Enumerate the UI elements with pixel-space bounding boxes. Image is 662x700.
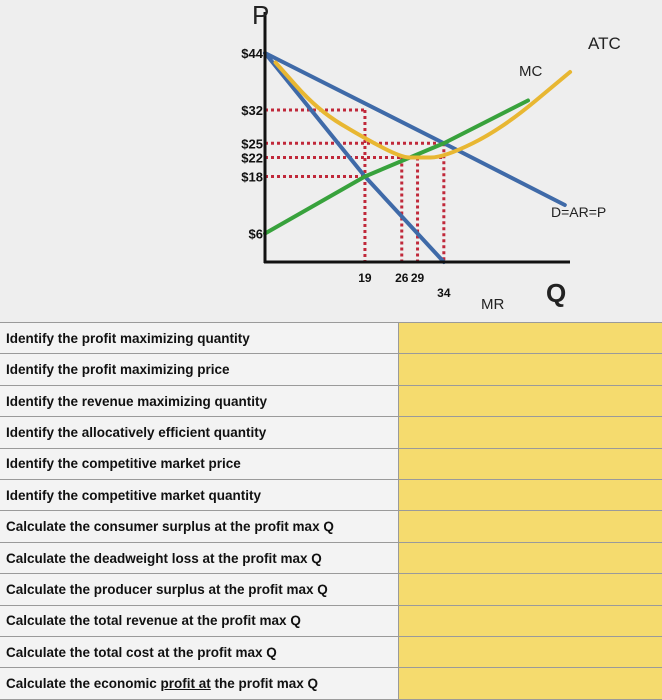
answer-cell[interactable] xyxy=(399,448,662,479)
answer-cell[interactable] xyxy=(399,668,662,700)
question-text-part: Calculate the consumer surplus at the profit max Q xyxy=(6,519,334,535)
x-tick-label: 34 xyxy=(437,286,451,300)
question-row xyxy=(0,323,662,354)
question-text-part: Calculate the producer surplus at the profit max Q xyxy=(6,581,328,597)
question-row xyxy=(0,385,662,416)
question-text-part: the profit max Q xyxy=(210,676,319,692)
question-text-part: Identify the competitive market price xyxy=(6,456,241,472)
monopoly-cost-revenue-graph xyxy=(0,0,662,322)
question-text-part: Calculate the total revenue at the profit max Q xyxy=(6,613,301,629)
question-row xyxy=(0,605,662,636)
answer-cell[interactable] xyxy=(399,323,662,354)
question-text xyxy=(0,511,399,542)
question-text xyxy=(0,385,399,416)
y-axis-title: P xyxy=(252,0,270,30)
question-row xyxy=(0,637,662,668)
question-text-part: Identify the competitive market quantity xyxy=(6,487,262,503)
curve-label-mr: MR xyxy=(481,296,505,313)
answer-cell[interactable] xyxy=(399,605,662,636)
answer-cell[interactable] xyxy=(399,542,662,573)
curve-label-mc: MC xyxy=(519,63,543,80)
question-text-part: Identify the profit maximizing price xyxy=(6,362,230,378)
question-text xyxy=(0,605,399,636)
answer-cell[interactable] xyxy=(399,417,662,448)
y-tick-label: $44 xyxy=(241,46,263,61)
question-text xyxy=(0,354,399,385)
question-text xyxy=(0,637,399,668)
y-tick-label: $32 xyxy=(241,103,263,118)
question-text-part: Identify the allocatively efficient quantity xyxy=(6,424,267,440)
question-row xyxy=(0,417,662,448)
x-axis-title: Q xyxy=(546,278,567,308)
y-tick-label: $18 xyxy=(241,169,263,185)
question-text-part: Calculate the total cost at the profit max Q xyxy=(6,644,277,660)
question-text xyxy=(0,542,399,573)
question-text-part: profit at xyxy=(160,676,211,692)
answer-cell[interactable] xyxy=(399,385,662,416)
curve-label-atc: ATC xyxy=(588,34,621,53)
question-row xyxy=(0,480,662,511)
x-tick-label: 29 xyxy=(410,271,425,285)
question-text xyxy=(0,574,399,605)
answer-cell[interactable] xyxy=(399,637,662,668)
curve-label-d-ar-p: D=AR=P xyxy=(551,204,607,220)
curves xyxy=(265,53,570,262)
question-row xyxy=(0,542,662,573)
question-text xyxy=(0,323,399,354)
question-text xyxy=(0,668,399,700)
y-tick-label: $25 xyxy=(241,136,263,152)
question-text xyxy=(0,480,399,511)
question-row xyxy=(0,574,662,605)
answer-cell[interactable] xyxy=(399,574,662,605)
question-row xyxy=(0,448,662,479)
question-row xyxy=(0,511,662,542)
answer-cell[interactable] xyxy=(399,354,662,385)
question-text-part: Calculate the economic xyxy=(6,676,161,692)
question-text-part: Calculate the deadweight loss at the profit max Q xyxy=(6,550,322,566)
question-text xyxy=(0,448,399,479)
y-tick-label: $22 xyxy=(241,150,263,166)
answer-cell[interactable] xyxy=(399,480,662,511)
x-tick-label: 19 xyxy=(358,271,372,285)
question-text-part: Identify the revenue maximizing quantity xyxy=(6,393,268,409)
y-tick-label: $6 xyxy=(248,226,263,242)
x-tick-label: 26 xyxy=(395,271,409,285)
question-text-part: Identify the profit maximizing quantity xyxy=(6,330,250,346)
question-row xyxy=(0,668,662,700)
question-table xyxy=(0,322,662,700)
question-row xyxy=(0,354,662,385)
question-text xyxy=(0,417,399,448)
answer-cell[interactable] xyxy=(399,511,662,542)
